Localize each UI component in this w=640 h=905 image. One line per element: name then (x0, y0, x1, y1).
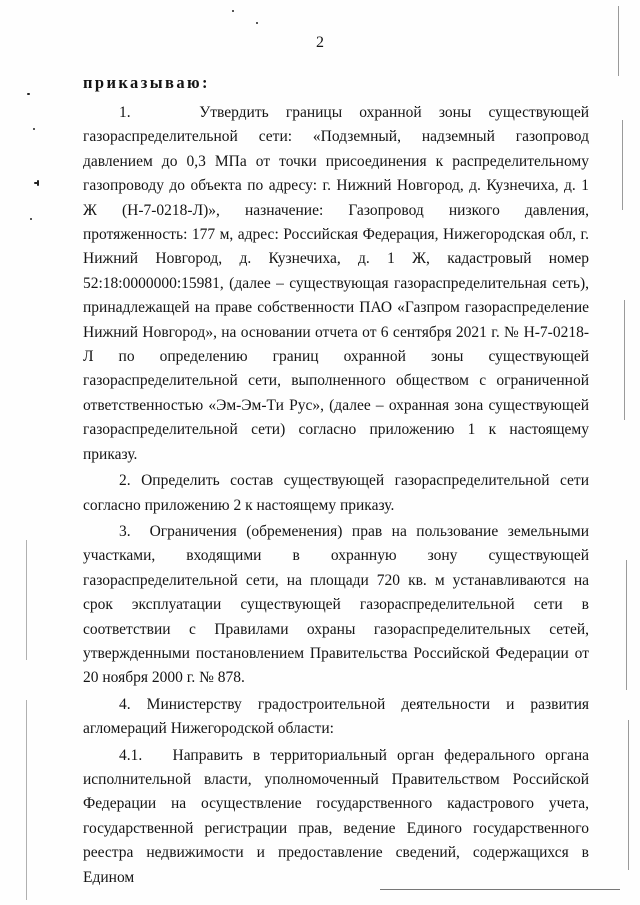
scan-right-streak (628, 720, 629, 870)
scan-speck (27, 93, 30, 95)
scan-left-edge (26, 540, 27, 660)
scan-right-streak (624, 300, 625, 420)
scan-speck (232, 10, 234, 12)
scan-left-edge (26, 700, 27, 900)
paragraph-3: 3. Ограничения (обременения) прав на пользование земельными участками, входящими в охранную зону существующей газораспределительной сети, на площади 720 кв. м устанавливаются на срок эксплуатации существующей газораспределительной сети в соответствии с Правилами охраны газораспределительных сетей, утвержденными постановлением Правительства Российской Федерации от 20 ноября 2000 г. № 878. (83, 522, 589, 687)
paragraph-2: 2. Определить состав существующей газораспределительной сети согласно приложению 2 к настоящему приказу. (83, 472, 589, 514)
scan-speck (30, 218, 32, 220)
order-heading: приказываю: (83, 73, 210, 92)
scan-speck (37, 180, 39, 186)
scan-speck (33, 128, 35, 130)
scan-speck (256, 22, 258, 24)
scan-right-streak (626, 560, 627, 690)
scan-bottom-line (380, 889, 620, 890)
paragraph-1: 1. Утвердить границы охранной зоны существующей газораспределительной сети: «Подземный, надземный газопровод давлением до 0,3 МПа от точки присоединения к распределительному газопроводу до объекта по адресу: г. Нижний Новгород, д. Кузнечиха, д. 1 Ж (Н-7-0218-Л)», назначение: Газопровод низкого давления, протяженность: 177 м, адрес: Российская Федерация, Нижегородская обл, г. Нижний Новгород, д. Кузнечиха, д. 1 Ж, кадастровый номер 52:18:0000000:15981, (далее – существующая газораспределительная сеть), принадлежащей на праве собственности ПАО «Газпром газораспределение Нижний Новгород», на основании отчета от 6 сентября 2021 г. № Н-7-0218-Л по определению границ охранной зоны существующей газораспределительной сети, выполненного обществом с ограниченной ответственностью «Эм-Эм-Ти Рус», (далее – охранная зона существующей газораспределительной сети) согласно приложению 1 к настоящему приказу. (83, 104, 589, 463)
paragraph-4: 4. Министерству градостроительной деятельности и развития агломераций Нижегородской области: (83, 695, 589, 738)
paragraph-4-1: 4.1. Направить в территориальный орган федерального органа исполнительной власти, уполномоченный Правительством Российской Федерации на осуществление государственного кадастрового учета, государственной регистрации прав, ведение Единого государственного реестра недвижимости и предоставление сведений, содержащихся в Едином (83, 746, 589, 886)
page-number: 2 (316, 34, 324, 51)
scan-right-streak (622, 120, 623, 210)
scan-right-streak (618, 6, 619, 76)
document-body (83, 101, 589, 892)
